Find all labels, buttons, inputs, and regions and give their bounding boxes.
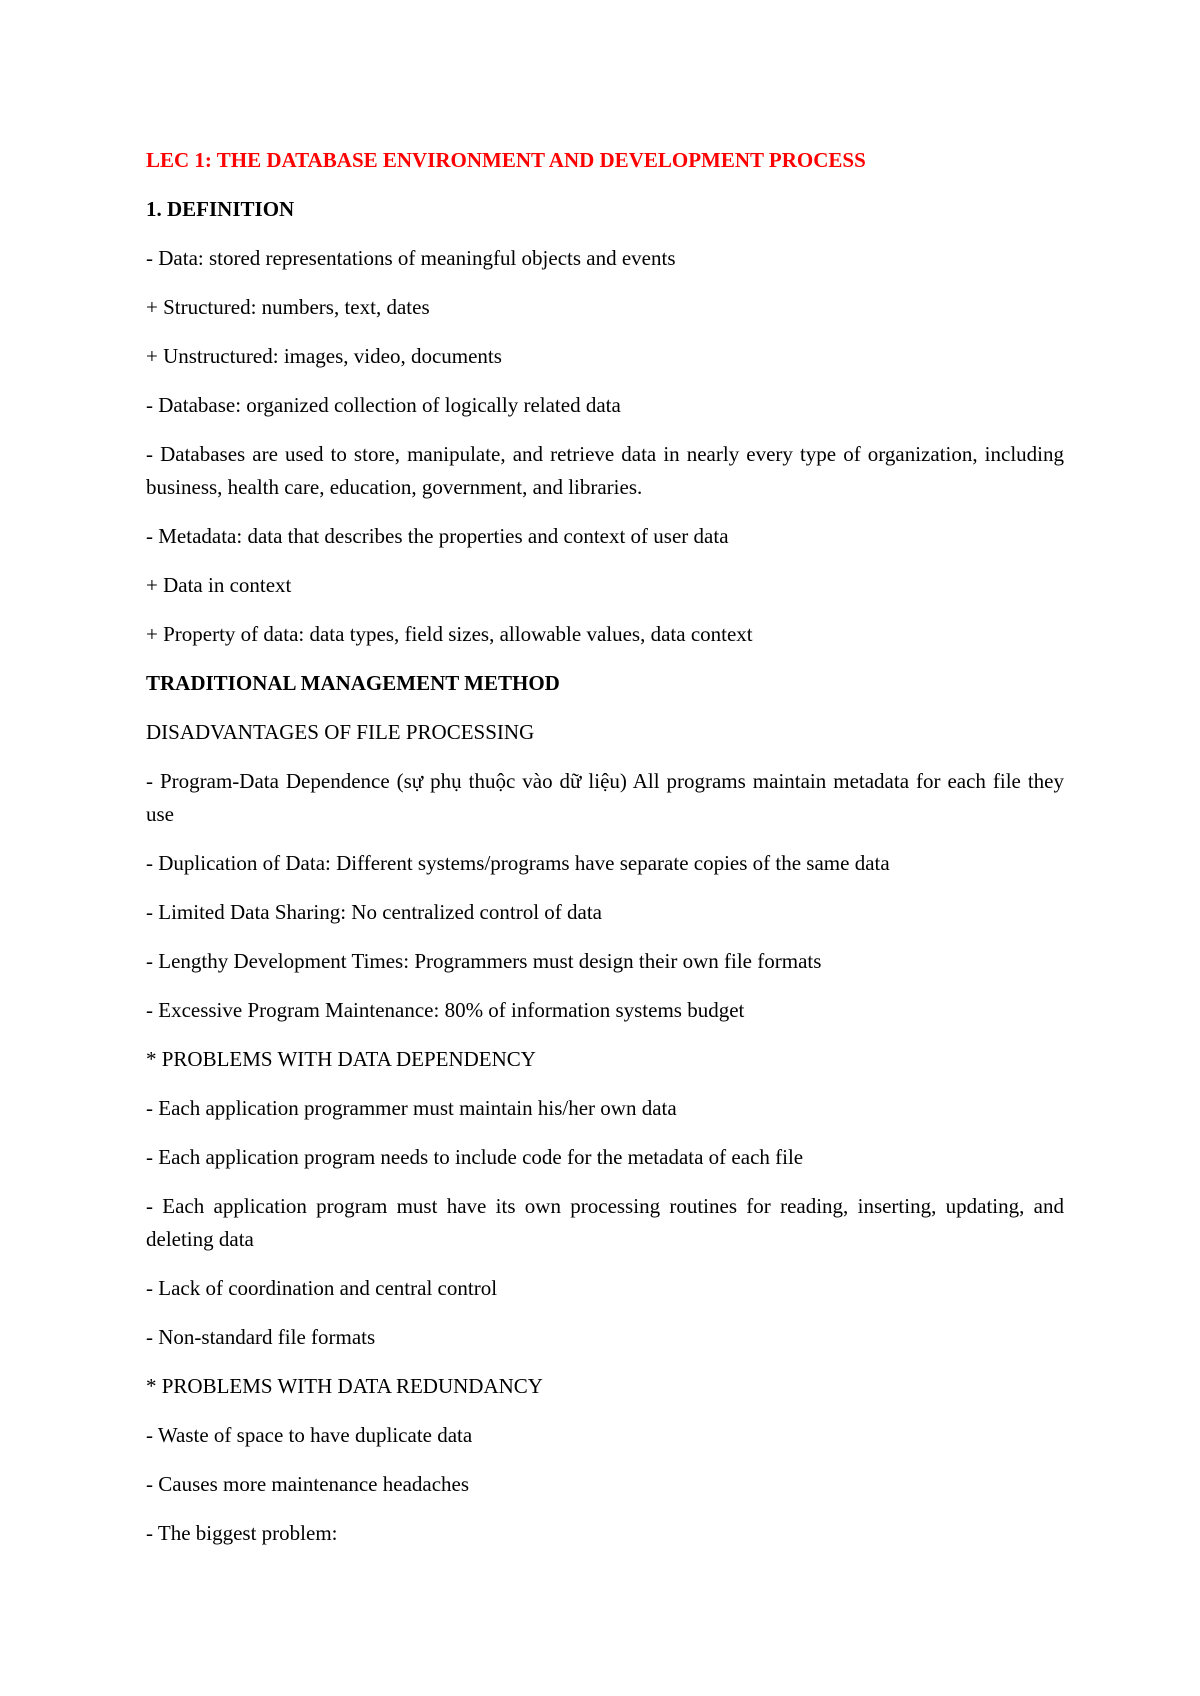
paragraph-excessive-maintenance: - Excessive Program Maintenance: 80% of information systems budget (146, 998, 745, 1022)
paragraph-program-data-dependence: - Program-Data Dependence (sự phụ thuộc vào dữ liệu) All programs maintain metadata for each file they use (146, 769, 1064, 826)
paragraph-data: - Data: stored representations of meaningful objects and events (146, 246, 676, 270)
document-title: LEC 1: THE DATABASE ENVIRONMENT AND DEVELOPMENT PROCESS (146, 148, 866, 172)
paragraph-nonstandard-formats: - Non-standard file formats (146, 1325, 376, 1349)
section-heading-definition: 1. DEFINITION (146, 197, 295, 221)
paragraph-data-in-context: + Data in context (146, 573, 292, 597)
paragraph-unstructured: + Unstructured: images, video, documents (146, 344, 502, 368)
paragraph-waste-space: - Waste of space to have duplicate data (146, 1423, 473, 1447)
paragraph-structured: + Structured: numbers, text, dates (146, 295, 430, 319)
paragraph-limited-sharing: - Limited Data Sharing: No centralized control of data (146, 900, 603, 924)
document-page (146, 144, 1064, 1566)
paragraph-database: - Database: organized collection of logically related data (146, 393, 621, 417)
section-heading-disadvantages: DISADVANTAGES OF FILE PROCESSING (146, 720, 535, 744)
paragraph-lack-coordination: - Lack of coordination and central control (146, 1276, 498, 1300)
paragraph-metadata-code: - Each application program needs to include code for the metadata of each file (146, 1145, 804, 1169)
paragraph-maintain-own-data: - Each application programmer must maintain his/her own data (146, 1096, 677, 1120)
paragraph-metadata: - Metadata: data that describes the properties and context of user data (146, 524, 729, 548)
paragraph-property-of-data: + Property of data: data types, field sizes, allowable values, data context (146, 622, 753, 646)
paragraph-processing-routines: - Each application program must have its own processing routines for reading, inserting, updating, and deleting data (146, 1194, 1064, 1251)
paragraph-databases-used: - Databases are used to store, manipulate, and retrieve data in nearly every type of organization, including business, health care, education, government, and libraries. (146, 442, 1064, 499)
section-heading-dependency: * PROBLEMS WITH DATA DEPENDENCY (146, 1047, 536, 1071)
paragraph-lengthy-development: - Lengthy Development Times: Programmers must design their own file formats (146, 949, 822, 973)
paragraph-maintenance-headaches: - Causes more maintenance headaches (146, 1472, 470, 1496)
paragraph-duplication: - Duplication of Data: Different systems/programs have separate copies of the same data (146, 851, 890, 875)
section-heading-redundancy: * PROBLEMS WITH DATA REDUNDANCY (146, 1374, 543, 1398)
section-heading-traditional: TRADITIONAL MANAGEMENT METHOD (146, 671, 560, 695)
paragraph-biggest-problem: - The biggest problem: (146, 1521, 338, 1545)
